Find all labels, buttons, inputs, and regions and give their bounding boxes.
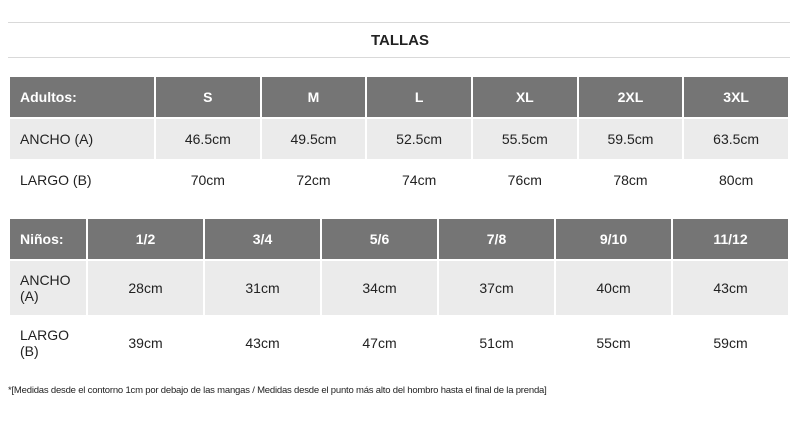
- adult-length-label: LARGO (B): [20, 172, 92, 188]
- table-cell: 43cm: [245, 335, 280, 351]
- kids-length-label: LARGO (B): [20, 327, 70, 359]
- table-cell: 46.5cm: [156, 119, 260, 159]
- kids-width-label: ANCHO (A): [10, 261, 86, 315]
- kids-size-7-8: 7/8: [439, 219, 554, 261]
- adult-size-l: L: [367, 77, 471, 119]
- table-cell: 31cm: [205, 261, 320, 315]
- top-divider: [8, 22, 790, 23]
- kids-width-row: [10, 261, 788, 315]
- adult-size-s: S: [156, 77, 260, 119]
- table-cell: 78cm: [613, 172, 648, 188]
- adult-size-m: M: [262, 77, 366, 119]
- title-divider: [8, 57, 790, 58]
- adult-header-row: [10, 77, 788, 119]
- kids-size-9-10: 9/10: [556, 219, 671, 261]
- table-cell: 34cm: [322, 261, 437, 315]
- adult-width-row: [10, 119, 788, 159]
- adult-size-2xl: 2XL: [579, 77, 683, 119]
- kids-size-3-4: 3/4: [205, 219, 320, 261]
- table-cell: 70cm: [190, 172, 225, 188]
- page-title: TALLAS: [370, 32, 430, 49]
- table-cell: 28cm: [88, 261, 203, 315]
- table-cell: 39cm: [128, 335, 163, 351]
- kids-size-1-2: 1/2: [88, 219, 203, 261]
- table-cell: 80cm: [719, 172, 754, 188]
- table-cell: 37cm: [439, 261, 554, 315]
- adult-size-table: [8, 77, 790, 201]
- table-cell: 72cm: [296, 172, 331, 188]
- table-cell: 47cm: [362, 335, 397, 351]
- table-cell: 55cm: [596, 335, 631, 351]
- kids-length-row: [10, 315, 788, 371]
- adult-size-3xl: 3XL: [684, 77, 788, 119]
- adult-length-row: [10, 159, 788, 201]
- table-cell: 63.5cm: [684, 119, 788, 159]
- adult-size-xl: XL: [473, 77, 577, 119]
- kids-size-11-12: 11/12: [673, 219, 788, 261]
- kids-size-table: [8, 219, 790, 371]
- measurement-footnote: *[Medidas desde el contorno 1cm por debajo de las mangas / Medidas desde el punto más alto del hombro hasta el final de la prenda]: [8, 385, 547, 396]
- adult-header-label: Adultos:: [10, 77, 154, 119]
- kids-size-5-6: 5/6: [322, 219, 437, 261]
- table-cell: 59cm: [713, 335, 748, 351]
- table-cell: 55.5cm: [473, 119, 577, 159]
- table-cell: 52.5cm: [367, 119, 471, 159]
- adult-width-label: ANCHO (A): [10, 119, 154, 159]
- table-cell: 74cm: [402, 172, 437, 188]
- kids-header-label: Niños:: [10, 219, 86, 261]
- table-cell: 76cm: [507, 172, 542, 188]
- kids-header-row: [10, 219, 788, 261]
- table-cell: 49.5cm: [262, 119, 366, 159]
- table-cell: 40cm: [556, 261, 671, 315]
- table-cell: 43cm: [673, 261, 788, 315]
- table-cell: 51cm: [479, 335, 514, 351]
- table-cell: 59.5cm: [579, 119, 683, 159]
